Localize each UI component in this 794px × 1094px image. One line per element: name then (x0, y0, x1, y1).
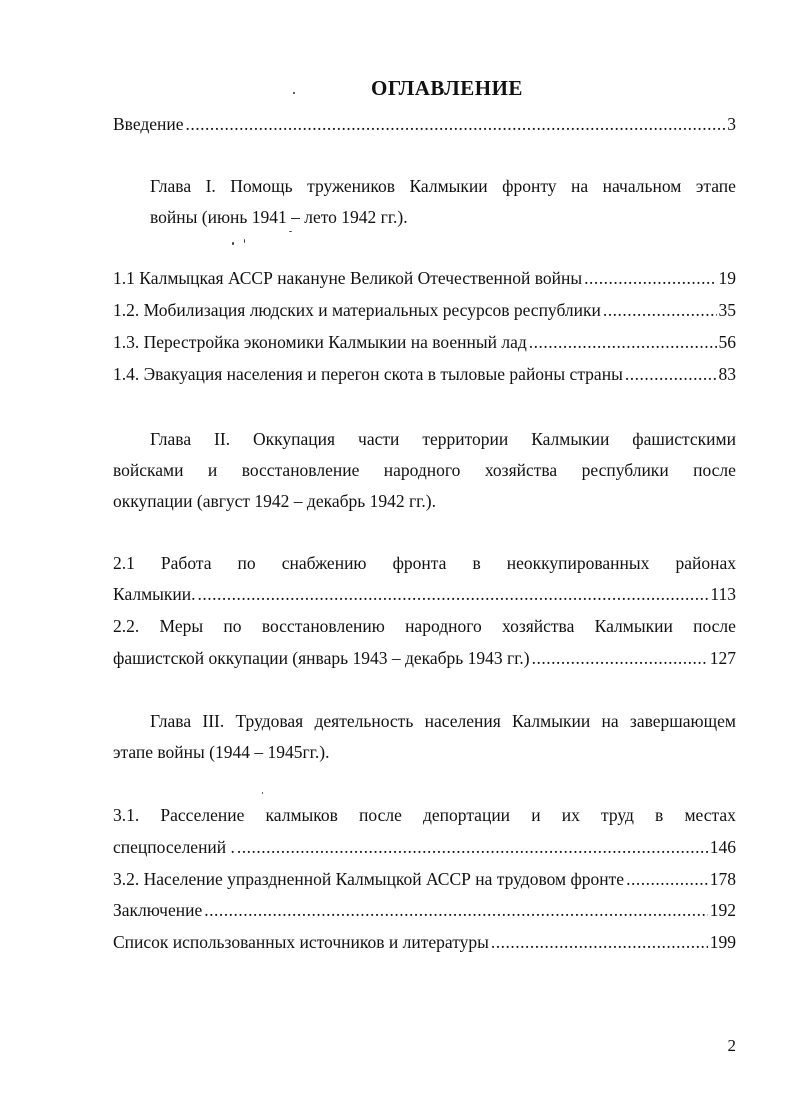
chapter-3-heading (113, 706, 736, 768)
toc-leader-dots (626, 868, 708, 890)
toc-entry-1-2 (113, 299, 736, 321)
toc-entry-1-3 (113, 331, 736, 353)
heading-word: хозяйства (484, 460, 558, 480)
toc-entry-page: 3 (727, 114, 736, 134)
heading-word: деятельность (314, 711, 414, 731)
toc-leader-dots (529, 331, 717, 353)
toc-entry-page: 127 (709, 648, 736, 668)
chapter-heading-line (113, 706, 736, 737)
page-number: 2 (727, 1036, 736, 1055)
heading-word: части (358, 429, 400, 449)
entry-word: районах (675, 553, 736, 573)
entry-word: фронта (392, 553, 447, 573)
heading-word: завершающем (629, 711, 736, 731)
toc-entry-1-4 (113, 363, 736, 385)
toc-leader-dots (625, 363, 717, 385)
page-title: ОГЛАВЛЕНИЕ (371, 76, 523, 100)
heading-word: II. (214, 429, 231, 449)
chapter-heading-line (113, 424, 736, 455)
chapter-heading-line: этапе войны (1944 – 1945гг.). (113, 742, 330, 762)
toc-entry-page: 83 (718, 364, 736, 384)
toc-entry-label: 1.1 Калмыцкая АССР накануне Великой Отечественной войны (113, 268, 583, 288)
heading-word: III. (202, 711, 225, 731)
heading-word: на (571, 176, 589, 196)
entry-word: народного (405, 616, 482, 636)
toc-entry-2-1-line2 (113, 583, 736, 605)
scan-speck (289, 231, 292, 232)
heading-word: Калмыкии (409, 176, 488, 196)
entry-word: восстановлению (261, 616, 385, 636)
heading-word: и (207, 460, 218, 480)
scan-speck (232, 242, 234, 245)
toc-leader-dots (532, 647, 708, 669)
toc-entry-label: 1.3. Перестройка экономики Калмыкии на военный лад (113, 332, 527, 352)
heading-word: тружеников (307, 176, 395, 196)
toc-leader-dots (198, 583, 709, 605)
toc-leader-dots (237, 836, 708, 858)
scan-speck (262, 792, 263, 794)
toc-leader-dots (186, 113, 726, 135)
toc-entry-page: 146 (709, 837, 736, 857)
entry-word: 2.1 (113, 553, 135, 573)
heading-word: населения (424, 711, 501, 731)
chapter-heading-line (113, 171, 736, 202)
toc-entry-label: Список использованных источников и литературы (113, 932, 489, 952)
toc-entry-page: 113 (710, 584, 736, 604)
heading-word: войсками (113, 460, 184, 480)
chapter-heading-line: оккупации (август 1942 – декабрь 1942 гг.). (113, 491, 436, 511)
toc-entry-page: 19 (718, 268, 736, 288)
heading-word: начальном (602, 176, 682, 196)
entry-word: Расселение (160, 805, 245, 825)
toc-entry-3-1-line1 (113, 804, 736, 826)
chapter-heading-line (113, 455, 736, 486)
heading-word: Глава (150, 176, 192, 196)
entry-word: по (223, 616, 242, 636)
heading-word: Глава (150, 429, 192, 449)
toc-entry-label: Заключение (113, 900, 203, 920)
entry-word: их (561, 805, 580, 825)
heading-word: восстановление (241, 460, 360, 480)
heading-word: на (601, 711, 619, 731)
toc-entry-2-2-line1 (113, 615, 736, 637)
toc-entry-label: 1.2. Мобилизация людских и материальных ресурсов республики (113, 300, 601, 320)
entry-word: Меры (159, 616, 204, 636)
toc-entry-sources (113, 931, 736, 953)
toc-entry-label: фашистской оккупации (январь 1943 – декабрь 1943 гг.) (113, 648, 530, 668)
toc-entry-label: спецпоселений . (113, 837, 235, 857)
entry-word: в (472, 553, 481, 573)
entry-word: и (531, 805, 541, 825)
entry-word: местах (684, 805, 736, 825)
entry-word: депортации (423, 805, 511, 825)
toc-entry-label: Калмыкии. (113, 584, 196, 604)
entry-word: снабжению (281, 553, 367, 573)
heading-word: Калмыкии (531, 429, 610, 449)
toc-entry-label: 3.2. Население упраздненной Калмыцкой АССР на трудовом фронте (113, 869, 625, 889)
toc-entry-1-1 (113, 267, 736, 289)
toc-leader-dots (204, 899, 708, 921)
entry-word: 2.2. (113, 616, 140, 636)
toc-entry-page: 35 (718, 300, 736, 320)
toc-entry-3-1-line2 (113, 836, 736, 858)
toc-entry-page: 199 (709, 932, 736, 952)
entry-word: после (359, 805, 402, 825)
chapter-heading-line: войны (июнь 1941 – лето 1942 гг.). (150, 207, 408, 227)
entry-word: неоккупированных (506, 553, 650, 573)
toc-entry-label: 1.4. Эвакуация населения и перегон скота в тыловые районы страны (113, 364, 623, 384)
heading-word: Помощь (230, 176, 293, 196)
heading-word: Оккупация (253, 429, 336, 449)
entry-word: Работа (160, 553, 212, 573)
entry-word: труд (600, 805, 634, 825)
entry-word: Калмыкии (594, 616, 673, 636)
toc-entry-3-2 (113, 868, 736, 890)
heading-word: Глава (150, 711, 192, 731)
toc-entry-2-1-line1 (113, 552, 736, 574)
scan-speck (293, 92, 295, 94)
heading-word: I. (205, 176, 216, 196)
chapter-1-heading (113, 171, 736, 233)
entry-word: по (237, 553, 256, 573)
scan-speck (244, 239, 245, 243)
toc-entry-intro (113, 113, 736, 135)
toc-entry-page: 178 (709, 869, 736, 889)
toc-leader-dots (603, 299, 717, 321)
toc-entry-2-2-line2 (113, 647, 736, 669)
toc-entry-page: 192 (709, 900, 736, 920)
entry-word: хозяйства (501, 616, 575, 636)
heading-word: республики (581, 460, 669, 480)
heading-word: фронту (502, 176, 557, 196)
heading-word: Калмыкии (512, 711, 591, 731)
toc-leader-dots (491, 931, 708, 953)
toc-entry-page: 56 (718, 332, 736, 352)
entry-word: в (655, 805, 664, 825)
toc-leader-dots (584, 267, 716, 289)
toc-entry-conclusion (113, 899, 736, 921)
entry-word: после (693, 616, 736, 636)
heading-word: фашистскими (632, 429, 736, 449)
heading-word: после (693, 460, 736, 480)
heading-word: этапе (695, 176, 736, 196)
heading-word: территории (422, 429, 509, 449)
heading-word: народного (383, 460, 461, 480)
toc-entry-label: Введение (113, 114, 184, 134)
chapter-2-heading (113, 424, 736, 517)
heading-word: Трудовая (235, 711, 304, 731)
entry-word: калмыков (265, 805, 338, 825)
entry-word: 3.1. (113, 805, 140, 825)
